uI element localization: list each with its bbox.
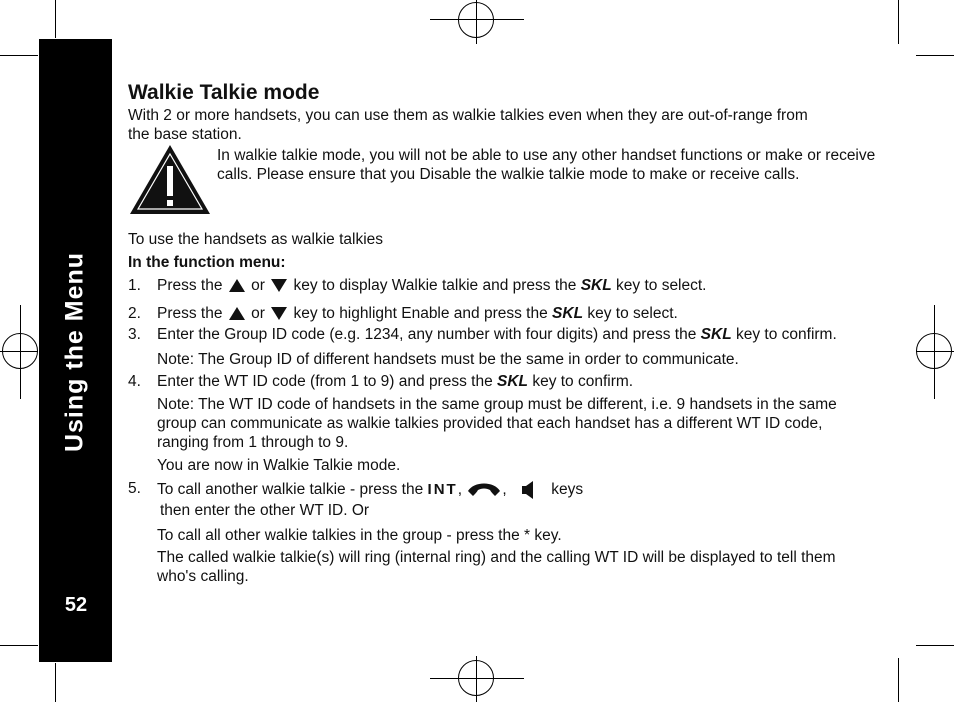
crop-mark: [916, 55, 954, 56]
section-title: Using the Menu: [60, 251, 89, 453]
step-4-result: You are now in Walkie Talkie mode.: [157, 457, 401, 474]
crop-mark: [0, 645, 38, 646]
separator: ,: [502, 481, 507, 499]
crop-mark: [898, 0, 899, 44]
step-text: Press the: [157, 305, 223, 322]
menu-heading: In the function menu:: [128, 254, 286, 271]
step-text: key to select.: [616, 277, 707, 294]
step-5-ring-info: The called walkie talkie(s) will ring (internal ring) and the calling WT ID will be displayed to tell them who's calling.: [157, 549, 836, 585]
step-text: key to confirm.: [532, 373, 634, 390]
skl-key: SKL: [700, 326, 732, 343]
skl-key: SKL: [552, 305, 584, 322]
step-5: [128, 479, 868, 501]
step-4: [128, 372, 868, 391]
step-text: To call another walkie talkie - press the: [157, 481, 424, 499]
separator: ,: [457, 481, 463, 499]
step-5-call-all: To call all other walkie talkies in the group - press the * key.: [157, 527, 562, 544]
registration-line: [934, 305, 935, 399]
step-text: key to confirm.: [735, 326, 837, 343]
instructions-intro: To use the handsets as walkie talkies: [128, 231, 384, 248]
up-arrow-icon: [229, 279, 245, 292]
step-text: or: [251, 305, 265, 322]
intro-paragraph: With 2 or more handsets, you can use them as walkie talkies even when they are out-of-range from the base station.: [128, 107, 808, 143]
crop-mark: [916, 645, 954, 646]
step-number: 2.: [128, 305, 141, 322]
step-text: keys: [551, 481, 584, 499]
step-text: or: [251, 277, 265, 294]
registration-line: [476, 0, 477, 44]
step-text: Enter the Group ID code (e.g. 1234, any number with four digits) and press the: [157, 326, 697, 343]
step-1: [128, 276, 868, 295]
step-text: Enter the WT ID code (from 1 to 9) and press the: [157, 373, 493, 390]
step-2: [128, 304, 868, 323]
step-text: Press the: [157, 277, 223, 294]
registration-line: [0, 351, 38, 352]
step-5-continuation: then enter the other WT ID. Or: [160, 502, 370, 519]
down-arrow-icon: [271, 279, 287, 292]
registration-line: [430, 678, 524, 679]
step-3: [128, 325, 857, 344]
page-heading: Walkie Talkie mode: [128, 81, 320, 104]
step-3-note: Note: The Group ID of different handsets must be the same in order to communicate.: [157, 351, 739, 368]
step-text: key to display Walkie talkie and press the: [293, 277, 577, 294]
step-number: 4.: [128, 373, 141, 390]
step-text: key to highlight Enable and press the: [293, 305, 548, 322]
warning-block: [128, 146, 876, 224]
step-4-note: Note: The WT ID code of handsets in the same group must be different, i.e. 9 handsets in the same group can communicate as walkie talkies provided that each handset has a different WT ID code, ranging from 1 through to 9.: [157, 396, 837, 451]
page-content: [128, 80, 876, 586]
page-number: 52: [64, 594, 88, 616]
registration-line: [916, 351, 954, 352]
down-arrow-icon: [271, 307, 287, 320]
crop-mark: [55, 663, 56, 702]
int-key: INT: [427, 481, 458, 499]
speaker-icon: [517, 479, 539, 501]
phone-handset-icon: [466, 479, 502, 501]
crop-mark: [898, 658, 899, 702]
skl-key: SKL: [497, 373, 529, 390]
crop-mark: [0, 55, 38, 56]
up-arrow-icon: [229, 307, 245, 320]
registration-line: [20, 305, 21, 399]
step-number: 1.: [128, 277, 141, 294]
crop-mark: [55, 0, 56, 38]
step-text: key to select.: [587, 305, 678, 322]
registration-line: [430, 19, 524, 20]
skl-key: SKL: [580, 277, 612, 294]
step-number: 3.: [128, 326, 141, 343]
warning-text: In walkie talkie mode, you will not be able to use any other handset functions or make or receive calls. Please ensure that you Disable the walkie talkie mode to make or receive calls.: [217, 147, 876, 183]
step-number: 5.: [128, 480, 141, 497]
warning-triangle-icon: [128, 142, 212, 216]
registration-line: [476, 656, 477, 702]
